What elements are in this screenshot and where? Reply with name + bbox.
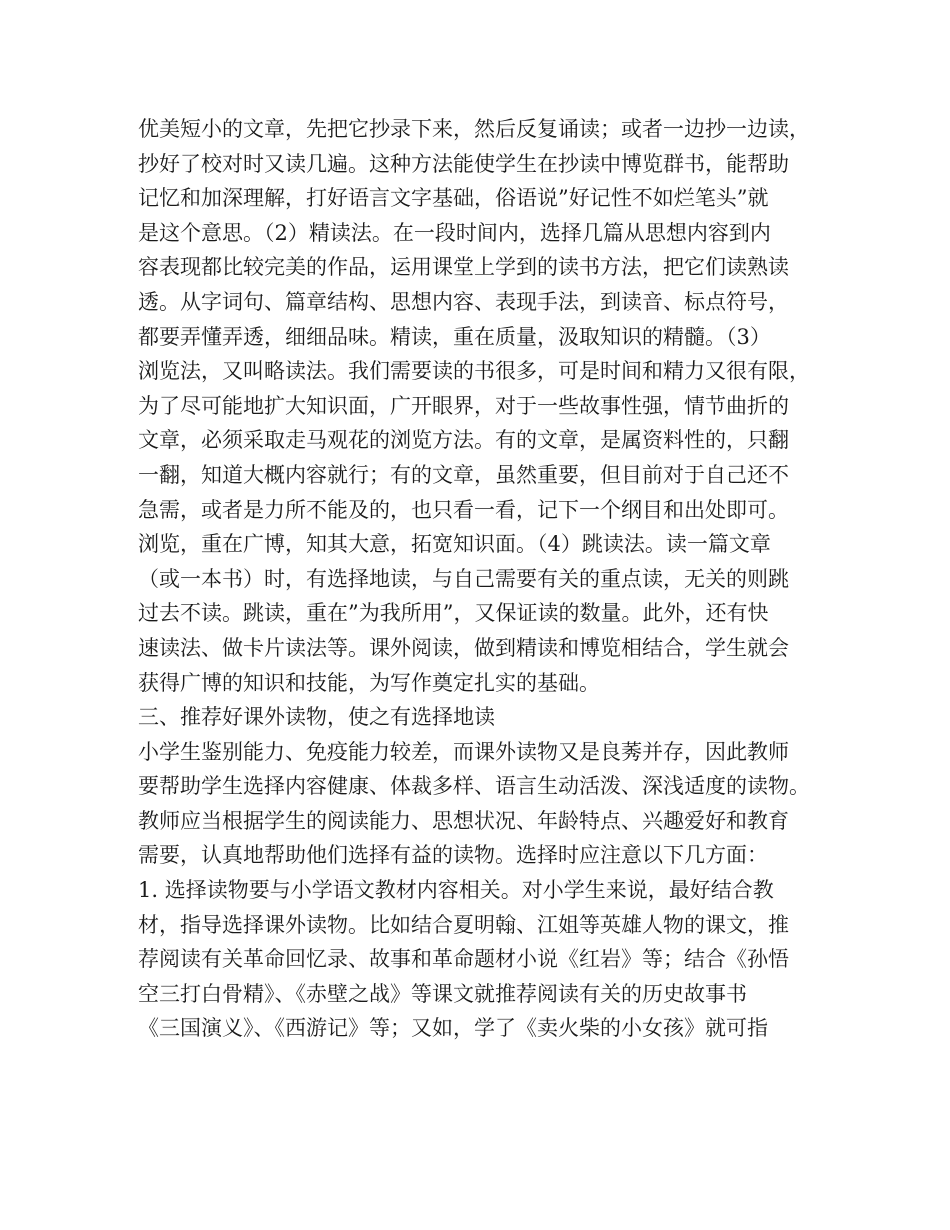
text-line: 速读法、做卡片读法等。课外阅读，做到精读和博览相结合，学生就会	[138, 635, 789, 660]
text-line: （或一本书）时，有选择地读，与自己需要有关的重点读，无关的则跳	[138, 566, 789, 591]
text-line: 急需，或者是力所不能及的，也只看一看，记下一个纲目和出处即可。	[138, 497, 789, 522]
text-line: 为了尽可能地扩大知识面，广开眼界，对于一些故事性强，情节曲折的	[138, 393, 789, 418]
text-line: 透。从字词句、篇章结构、思想内容、表现手法，到读音、标点符号，	[138, 289, 789, 314]
text-line: 浏览法，又叫略读法。我们需要读的书很多，可是时间和精力又很有限，	[138, 359, 810, 384]
text-line: 优美短小的文章，先把它抄录下来，然后反复诵读；或者一边抄一边读，	[138, 117, 810, 141]
text-line: 记忆和加深理解，打好语言文字基础，俗语说”好记性不如烂笔头”就	[138, 186, 769, 211]
text-line: 荐阅读有关革命回忆录、故事和革命题材小说《红岩》等；结合《孙悟	[138, 947, 789, 972]
list-item-start: 1. 选择读物要与小学语文教材内容相关。对小学生来说，最好结合教	[138, 878, 774, 903]
text-line: 需要，认真地帮助他们选择有益的读物。选择时应注意以下几方面：	[138, 843, 768, 868]
text-line: 都要弄懂弄透，细细品味。精读，重在质量，汲取知识的精髓。（3）	[138, 324, 771, 349]
text-line: 获得广博的知识和技能，为写作奠定扎实的基础。	[138, 670, 600, 695]
text-line: 空三打白骨精》、《赤壁之战》等课文就推荐阅读有关的历史故事书	[138, 981, 747, 1006]
text-line: 抄好了校对时又读几遍。这种方法能使学生在抄读中博览群书，能帮助	[138, 151, 789, 176]
text-line: 过去不读。跳读，重在”为我所用”，又保证读的数量。此外，还有快	[138, 601, 769, 626]
text-line: 小学生鉴别能力、免疫能力较差，而课外读物又是良莠并存，因此教师	[138, 739, 789, 764]
text-line: 一翻，知道大概内容就行；有的文章，虽然重要，但目前对于自己还不	[138, 462, 789, 487]
text-line: 教师应当根据学生的阅读能力、思想状况、年龄特点、兴趣爱好和教育	[138, 808, 789, 833]
text-line: 材，指导选择课外读物。比如结合夏明翰、江姐等英雄人物的课文，推	[138, 912, 789, 937]
text-line: 要帮助学生选择内容健康、体裁多样、语言生动活泼、深浅适度的读物。	[138, 774, 810, 799]
text-line: 容表现都比较完美的作品，运用课堂上学到的读书方法，把它们读熟读	[138, 255, 789, 280]
text-line: 是这个意思。（2）精读法。在一段时间内，选择几篇从思想内容到内	[138, 220, 771, 245]
text-line: 浏览，重在广博，知其大意，拓宽知识面。（4）跳读法。读一篇文章	[138, 532, 771, 557]
section-heading: 三、推荐好课外读物，使之有选择地读	[138, 705, 495, 730]
document-body	[138, 112, 838, 1046]
text-line: 文章，必须采取走马观花的浏览方法。有的文章，是属资料性的，只翻	[138, 428, 789, 453]
text-line: 《三国演义》、《西游记》等；又如，学了《卖火柴的小女孩》就可指	[138, 1016, 768, 1041]
